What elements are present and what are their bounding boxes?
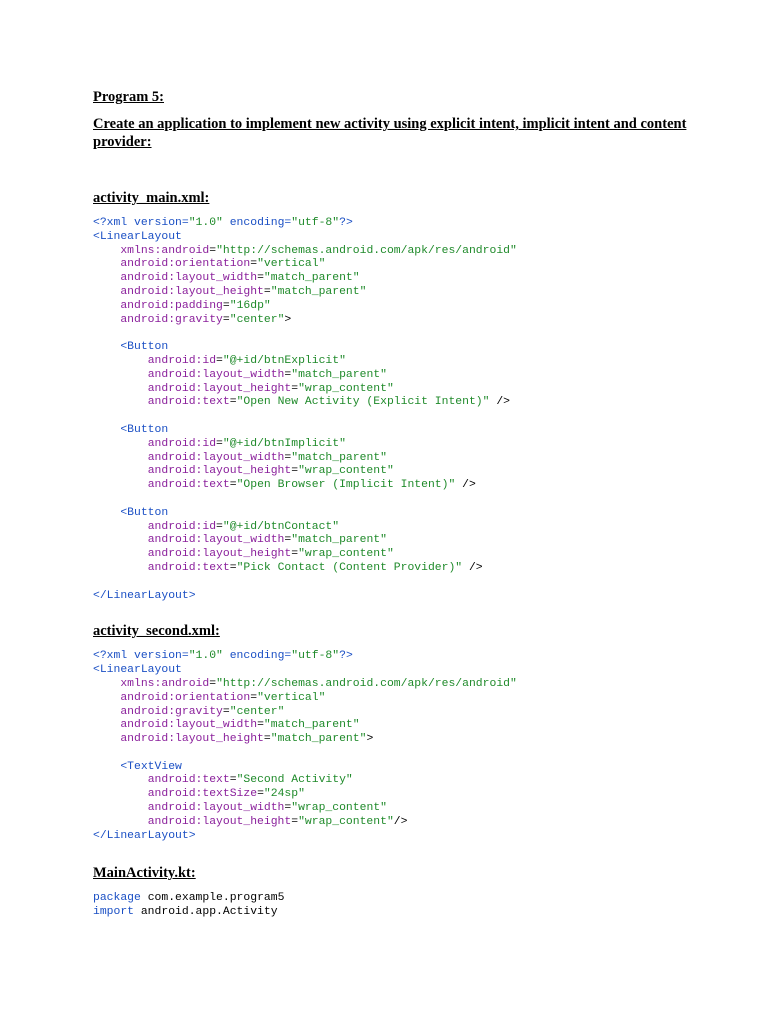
code-token-tag: ?> <box>339 217 353 229</box>
code-token-plain <box>93 258 120 270</box>
code-token-val: "1.0" <box>188 650 223 663</box>
code-token-attr: xmlns:android <box>120 244 210 257</box>
code-token-tag: <?xml version= <box>93 217 189 229</box>
code-token-attr: android:layout_width <box>147 368 285 381</box>
code-token-attr: android:text <box>147 774 230 787</box>
code-token-tag: ?> <box>339 650 353 663</box>
code-line <box>93 493 693 507</box>
code-line <box>93 692 693 706</box>
code-token-tag: <?xml version= <box>93 650 189 663</box>
code-token-plain <box>93 245 120 257</box>
code-line <box>93 678 693 692</box>
code-token-val: "wrap_content" <box>298 548 394 561</box>
code-line <box>93 534 693 548</box>
code-token-plain: = <box>257 272 264 285</box>
code-token-plain: = <box>216 437 223 450</box>
code-line <box>93 300 693 314</box>
code-line <box>93 452 693 466</box>
code-token-plain <box>93 465 148 477</box>
code-token-plain <box>93 774 148 786</box>
code-token-plain: = <box>284 534 292 547</box>
code-token-plain <box>93 562 148 574</box>
code-line <box>93 217 693 231</box>
code-token-plain <box>93 300 120 312</box>
code-token-plain <box>93 396 148 408</box>
code-token-attr: android:layout_width <box>147 534 285 547</box>
code-line <box>93 355 693 369</box>
code-token-attr: android:text <box>147 561 230 574</box>
code-token-plain: = <box>229 774 237 787</box>
document-page <box>93 88 693 920</box>
code-line <box>93 396 693 410</box>
code-line <box>93 327 693 341</box>
code-token-val: "wrap_content" <box>298 465 394 478</box>
code-token-plain: /> <box>393 815 408 828</box>
code-token-plain: = <box>263 733 271 746</box>
code-token-plain: /> <box>455 479 476 492</box>
code-token-plain: /> <box>462 561 483 574</box>
code-line <box>93 314 693 328</box>
code-token-attr: android:layout_height <box>147 382 292 395</box>
code-token-val: "match_parent" <box>263 272 360 285</box>
code-token-plain: > <box>366 733 374 746</box>
code-block-activity-second <box>93 650 693 843</box>
code-token-tag: encoding= <box>222 650 292 663</box>
code-token-attr: android:gravity <box>120 705 223 718</box>
code-token-attr: android:layout_height <box>147 548 292 561</box>
code-line <box>93 369 693 383</box>
code-token-plain <box>93 788 148 800</box>
code-token-kw: package <box>93 892 141 905</box>
code-token-plain <box>93 383 148 395</box>
code-token-plain <box>93 816 148 828</box>
code-token-plain: = <box>250 258 258 271</box>
code-token-attr: android:id <box>147 354 217 367</box>
code-token-attr: android:layout_width <box>120 272 258 285</box>
code-token-plain <box>93 719 120 731</box>
code-token-val: "24sp" <box>263 788 305 801</box>
code-token-plain <box>93 314 120 326</box>
code-token-attr: android:orientation <box>120 258 251 271</box>
code-token-attr: android:layout_height <box>120 733 264 746</box>
code-line <box>93 892 693 906</box>
code-token-val: "Open Browser (Implicit Intent)" <box>236 479 456 492</box>
code-token-val: "match_parent" <box>291 451 387 464</box>
code-token-plain: = <box>216 354 223 367</box>
code-line <box>93 521 693 535</box>
code-token-plain <box>93 452 148 464</box>
code-line <box>93 424 693 438</box>
code-token-attr: android:layout_height <box>120 285 264 298</box>
code-line <box>93 286 693 300</box>
code-token-tag: </LinearLayout> <box>93 589 196 602</box>
code-token-val: "vertical" <box>257 691 326 704</box>
code-token-tag: </LinearLayout> <box>93 829 196 842</box>
code-token-plain: = <box>291 815 299 828</box>
code-line <box>93 258 693 272</box>
code-token-plain: = <box>257 719 264 732</box>
code-token-val: "center" <box>229 705 285 718</box>
code-token-attr: android:id <box>147 437 217 450</box>
code-token-val: "@+id/btnContact" <box>222 520 340 533</box>
code-token-val: "wrap_content" <box>291 802 387 815</box>
code-token-val: "@+id/btnExplicit" <box>222 354 346 367</box>
code-token-val: "center" <box>229 313 285 326</box>
code-line <box>93 788 693 802</box>
code-token-plain <box>93 424 120 436</box>
code-token-val: "match_parent" <box>270 285 367 298</box>
code-line <box>93 438 693 452</box>
code-token-plain <box>93 355 148 367</box>
code-token-val: "Pick Contact (Content Provider)" <box>236 561 463 574</box>
code-token-val: "match_parent" <box>270 733 367 746</box>
code-line <box>93 590 693 604</box>
code-token-attr: android:orientation <box>120 691 251 704</box>
code-token-val: "1.0" <box>188 217 223 229</box>
code-token-plain <box>93 341 120 353</box>
code-line <box>93 231 693 245</box>
code-token-plain <box>93 286 120 298</box>
code-line <box>93 341 693 355</box>
code-line <box>93 816 693 830</box>
code-token-plain: = <box>222 299 230 312</box>
code-token-plain: = <box>209 677 217 690</box>
code-line <box>93 576 693 590</box>
code-token-attr: android:layout_width <box>147 802 285 815</box>
code-line <box>93 906 693 920</box>
code-token-attr: android:textSize <box>147 788 258 801</box>
code-token-plain <box>93 479 148 491</box>
code-token-plain <box>93 761 120 773</box>
code-token-attr: android:gravity <box>120 313 223 326</box>
code-line <box>93 774 693 788</box>
code-token-plain: = <box>263 285 271 298</box>
code-token-tag: encoding= <box>222 217 292 229</box>
code-line <box>93 272 693 286</box>
section-heading-activity-second: activity_second.xml: <box>93 623 220 640</box>
code-token-plain <box>93 369 148 381</box>
code-token-plain: = <box>284 451 292 464</box>
code-block-activity-main <box>93 217 693 603</box>
code-token-val: "match_parent" <box>291 368 387 381</box>
code-token-plain: android.app.Activity <box>134 906 278 919</box>
code-token-attr: xmlns:android <box>120 677 210 690</box>
code-token-plain <box>93 534 148 546</box>
section-heading-activity-main: activity_main.xml: <box>93 190 210 206</box>
code-token-tag: <Button <box>120 341 169 354</box>
code-token-plain: = <box>222 705 230 718</box>
code-token-plain: = <box>229 561 237 574</box>
code-line <box>93 410 693 424</box>
code-line <box>93 706 693 720</box>
code-token-kw: import <box>93 906 135 919</box>
code-line <box>93 650 693 664</box>
code-line <box>93 562 693 576</box>
code-token-plain <box>93 438 148 450</box>
code-token-plain: = <box>284 802 292 815</box>
code-token-plain: = <box>284 368 292 381</box>
code-token-plain: com.example.program5 <box>140 892 285 905</box>
code-token-val: "@+id/btnImplicit" <box>222 437 346 450</box>
code-token-attr: android:layout_width <box>120 719 258 732</box>
code-token-val: "vertical" <box>257 258 326 271</box>
code-token-plain <box>93 692 120 704</box>
section-heading-main-activity: MainActivity.kt: <box>93 865 196 882</box>
code-token-val: "wrap_content" <box>298 815 394 828</box>
code-token-tag: <Button <box>120 506 169 519</box>
code-line <box>93 245 693 259</box>
code-token-plain: = <box>291 465 299 478</box>
code-line <box>93 507 693 521</box>
code-line <box>93 747 693 761</box>
code-token-plain <box>93 507 120 519</box>
code-token-attr: android:text <box>147 396 230 409</box>
code-token-attr: android:layout_width <box>147 451 285 464</box>
code-token-plain: = <box>250 691 258 704</box>
code-line <box>93 664 693 678</box>
code-block-main-activity <box>93 892 693 920</box>
code-line <box>93 802 693 816</box>
code-token-attr: android:padding <box>120 299 223 312</box>
code-token-val: "16dp" <box>229 299 271 312</box>
code-token-attr: android:layout_height <box>147 815 292 828</box>
code-token-tag: <LinearLayout <box>93 664 182 677</box>
code-token-plain: = <box>257 788 264 801</box>
code-token-plain <box>93 548 148 560</box>
code-line <box>93 383 693 397</box>
code-token-plain <box>93 272 120 284</box>
code-token-plain <box>93 521 148 533</box>
code-token-val: "match_parent" <box>263 719 360 732</box>
code-token-plain <box>93 802 148 814</box>
code-token-val: "http://schemas.android.com/apk/res/android" <box>216 244 517 257</box>
code-token-tag: <TextView <box>120 760 182 773</box>
code-token-attr: android:id <box>147 520 217 533</box>
code-token-val: "utf-8" <box>291 650 340 663</box>
code-line <box>93 719 693 733</box>
code-token-plain: = <box>291 382 299 395</box>
code-token-plain <box>93 706 120 718</box>
code-token-val: "match_parent" <box>291 534 387 547</box>
code-token-plain: = <box>216 520 223 533</box>
code-token-attr: android:text <box>147 479 230 492</box>
code-token-val: "Second Activity" <box>236 774 353 787</box>
code-token-val: "Open New Activity (Explicit Intent)" <box>236 396 490 409</box>
code-token-val: "wrap_content" <box>298 382 394 395</box>
code-token-plain <box>93 678 120 690</box>
code-token-tag: <Button <box>120 423 169 436</box>
code-token-plain <box>93 733 120 745</box>
code-token-val: "utf-8" <box>291 217 340 229</box>
code-token-val: "http://schemas.android.com/apk/res/android" <box>216 677 517 690</box>
code-token-plain: = <box>229 479 237 492</box>
code-token-plain: = <box>222 313 230 326</box>
code-line <box>93 548 693 562</box>
code-token-plain: = <box>229 396 237 409</box>
code-line <box>93 761 693 775</box>
code-token-tag: <LinearLayout <box>93 230 182 243</box>
program-title: Program 5: <box>93 89 164 105</box>
code-token-attr: android:layout_height <box>147 465 292 478</box>
code-token-plain: = <box>209 244 217 257</box>
code-line <box>93 479 693 493</box>
code-line <box>93 830 693 844</box>
code-line <box>93 733 693 747</box>
code-token-plain: = <box>291 548 299 561</box>
code-line <box>93 465 693 479</box>
code-token-plain: > <box>284 313 292 326</box>
task-title: Create an application to implement new activity using explicit intent, implicit intent and content provider: <box>93 116 687 150</box>
code-token-plain: /> <box>489 396 510 409</box>
